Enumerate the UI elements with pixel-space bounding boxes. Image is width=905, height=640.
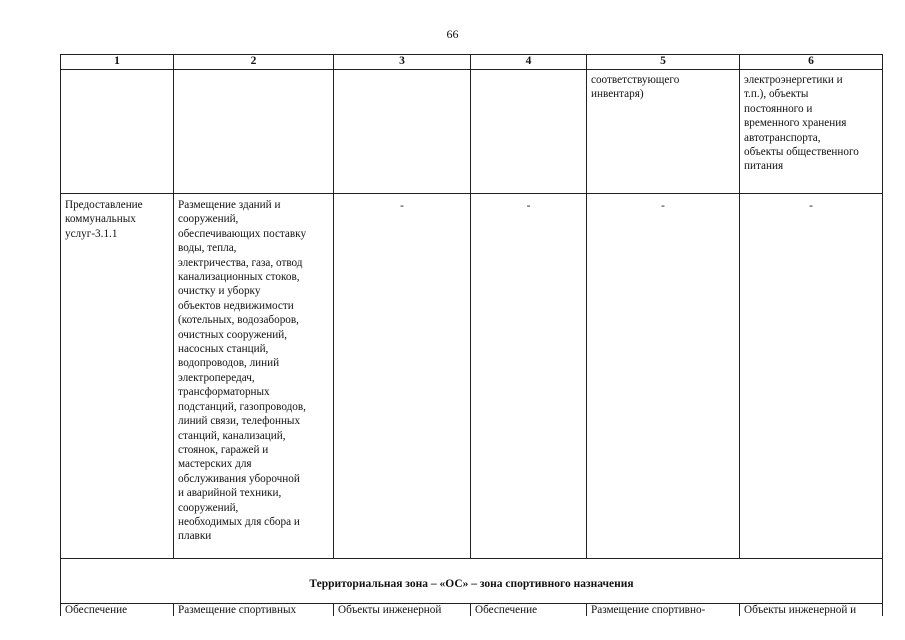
table-row-utility-services <box>61 194 883 559</box>
table-header-row <box>61 55 883 70</box>
cell-continuation-col3 <box>334 70 471 194</box>
cell-continuation-col5: соответствующего инвентаря) <box>587 70 740 194</box>
cell-sports-col4: Обеспечение <box>471 604 587 617</box>
cell-continuation-col2 <box>174 70 334 194</box>
zone-heading-row <box>61 559 883 604</box>
table-row-sports <box>61 604 883 617</box>
page-number: 66 <box>446 27 459 41</box>
land-use-table <box>60 54 883 616</box>
cell-utility-description: Размещение зданий и сооружений, обеспечивающих поставку воды, тепла, электричества, газа, отвод канализационных стоков, очистку и уборку объектов недвижимости (котельных, водозаборов, очистных сооружений, насосных станций, водопроводов, линий электропередач, трансформаторных подстанций, газопроводов, линий связи, телефонных станций, канализаций, стоянок, гаражей и мастерских для обслуживания уборочной и аварийной техники, сооружений, необходимых для сбора и плавки <box>174 194 334 559</box>
header-col-6: 6 <box>740 55 883 70</box>
cell-utility-name: Предоставление коммунальных услуг-3.1.1 <box>61 194 174 559</box>
cell-sports-col3: Объекты инженерной <box>334 604 471 617</box>
cell-utility-col3: - <box>334 194 471 559</box>
cell-continuation-col4 <box>471 70 587 194</box>
cell-continuation-col6: электроэнергетики и т.п.), объекты постоянного и временного хранения автотранспорта, объекты общественного питания <box>740 70 883 194</box>
cell-sports-col6: Объекты инженерной и <box>740 604 883 617</box>
header-col-5: 5 <box>587 55 740 70</box>
header-col-4: 4 <box>471 55 587 70</box>
table-row-continuation <box>61 70 883 194</box>
cell-utility-col6: - <box>740 194 883 559</box>
cell-sports-col1: Обеспечение <box>61 604 174 617</box>
cell-sports-col5: Размещение спортивно- <box>587 604 740 617</box>
cell-sports-col2: Размещение спортивных <box>174 604 334 617</box>
cell-utility-col5: - <box>587 194 740 559</box>
header-col-3: 3 <box>334 55 471 70</box>
cell-continuation-col1 <box>61 70 174 194</box>
zone-heading: Территориальная зона – «ОС» – зона спортивного назначения <box>61 559 883 604</box>
cell-utility-col4: - <box>471 194 587 559</box>
header-col-2: 2 <box>174 55 334 70</box>
header-col-1: 1 <box>61 55 174 70</box>
